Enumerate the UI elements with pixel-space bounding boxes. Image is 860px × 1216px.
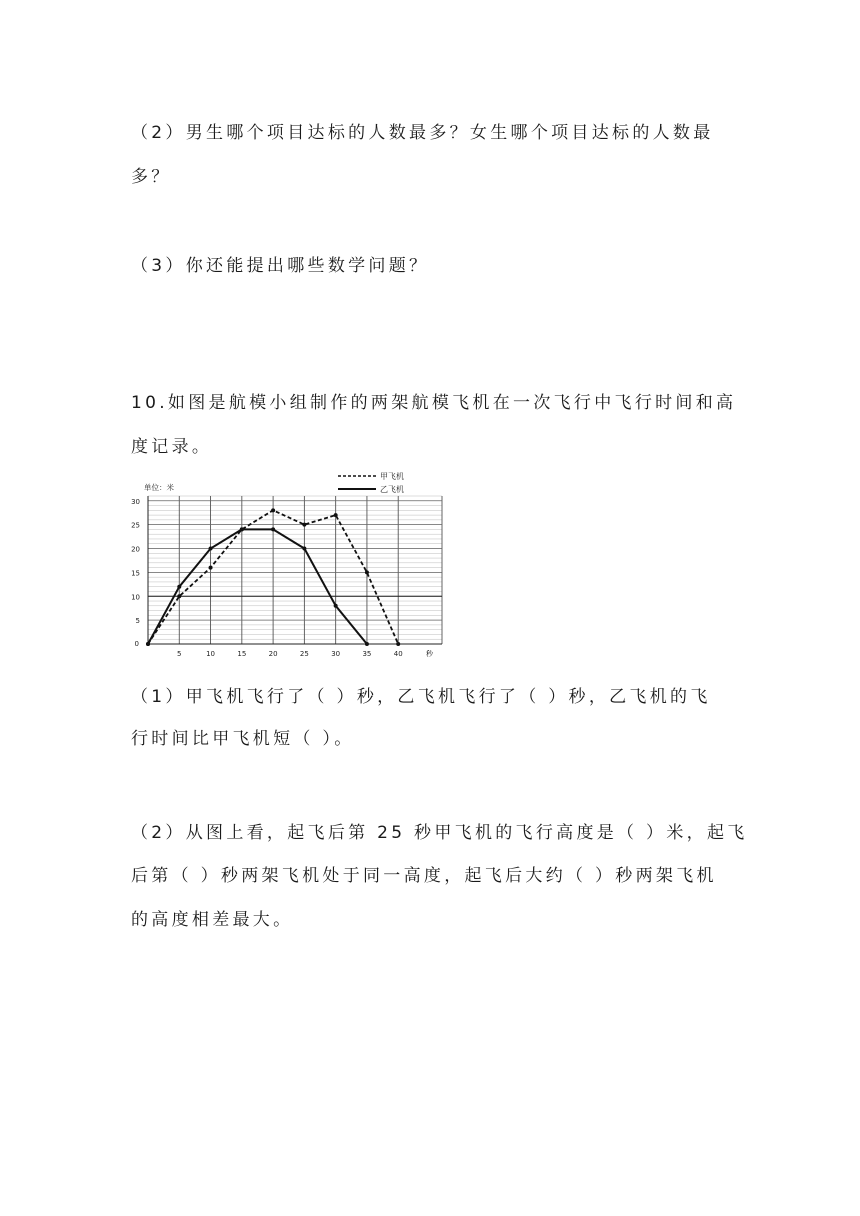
data-point	[365, 570, 369, 574]
legend-label: 甲飞机	[380, 472, 404, 481]
data-point	[146, 642, 150, 646]
y-tick-label: 30	[131, 497, 140, 506]
sub2-text-line-3: 的高度相差最大。	[131, 910, 294, 930]
sub2-text-line-2: 后第（ ）秒两架飞机处于同一高度，起飞后大约（ ）秒两架飞机	[131, 866, 717, 886]
x-tick-label: 0	[134, 640, 139, 648]
legend-label: 乙飞机	[380, 485, 404, 494]
data-point	[209, 547, 213, 551]
q3-text-line-1: （3）你还能提出哪些数学问题？	[131, 256, 430, 276]
y-tick-label: 5	[135, 617, 140, 626]
x-tick-label: 20	[268, 650, 278, 658]
x-axis-unit: 秒	[425, 650, 433, 658]
x-tick-label: 10	[206, 650, 216, 658]
chart-y-axis-label: 单位：米	[144, 483, 174, 492]
data-point	[302, 547, 306, 551]
sub1-text-line-1: （1）甲飞机飞行了（ ）秒，乙飞机飞行了（ ）秒，乙飞机的飞	[131, 687, 711, 707]
problem10-text-line-2: 度记录。	[131, 437, 213, 457]
chart-legend	[338, 471, 404, 494]
data-point	[302, 523, 306, 527]
data-point	[271, 527, 275, 531]
data-point	[177, 585, 181, 589]
y-tick-label: 15	[131, 569, 140, 578]
problem10-text-line-1: 10.如图是航模小组制作的两架航模飞机在一次飞行中飞行时间和高	[131, 393, 737, 413]
sub2-text-line-1: （2）从图上看，起飞后第 25 秒甲飞机的飞行高度是（ ）米，起飞	[131, 823, 748, 843]
y-tick-label: 10	[131, 593, 140, 602]
q2-text-line-1: （2）男生哪个项目达标的人数最多？女生哪个项目达标的人数最	[131, 123, 714, 143]
q2-text-line-2: 多？	[131, 167, 172, 187]
data-point	[209, 566, 213, 570]
y-tick-label: 25	[131, 521, 140, 530]
x-tick-label: 40	[393, 650, 403, 658]
x-tick-label: 30	[331, 650, 341, 658]
x-tick-label: 25	[299, 650, 309, 658]
data-point	[334, 604, 338, 608]
data-point	[240, 527, 244, 531]
x-tick-label: 35	[362, 650, 372, 658]
sub1-text-line-2: 行时间比甲飞机短（ ）。	[131, 729, 355, 749]
flight-line-chart	[128, 468, 448, 664]
x-tick-label: 5	[177, 650, 182, 658]
y-tick-label: 20	[131, 545, 140, 554]
data-point	[396, 642, 400, 646]
data-point	[271, 508, 275, 512]
data-point	[365, 642, 369, 646]
data-point	[334, 513, 338, 517]
x-tick-label: 15	[237, 650, 247, 658]
data-point	[177, 594, 181, 598]
chart-tick-labels	[131, 498, 434, 658]
